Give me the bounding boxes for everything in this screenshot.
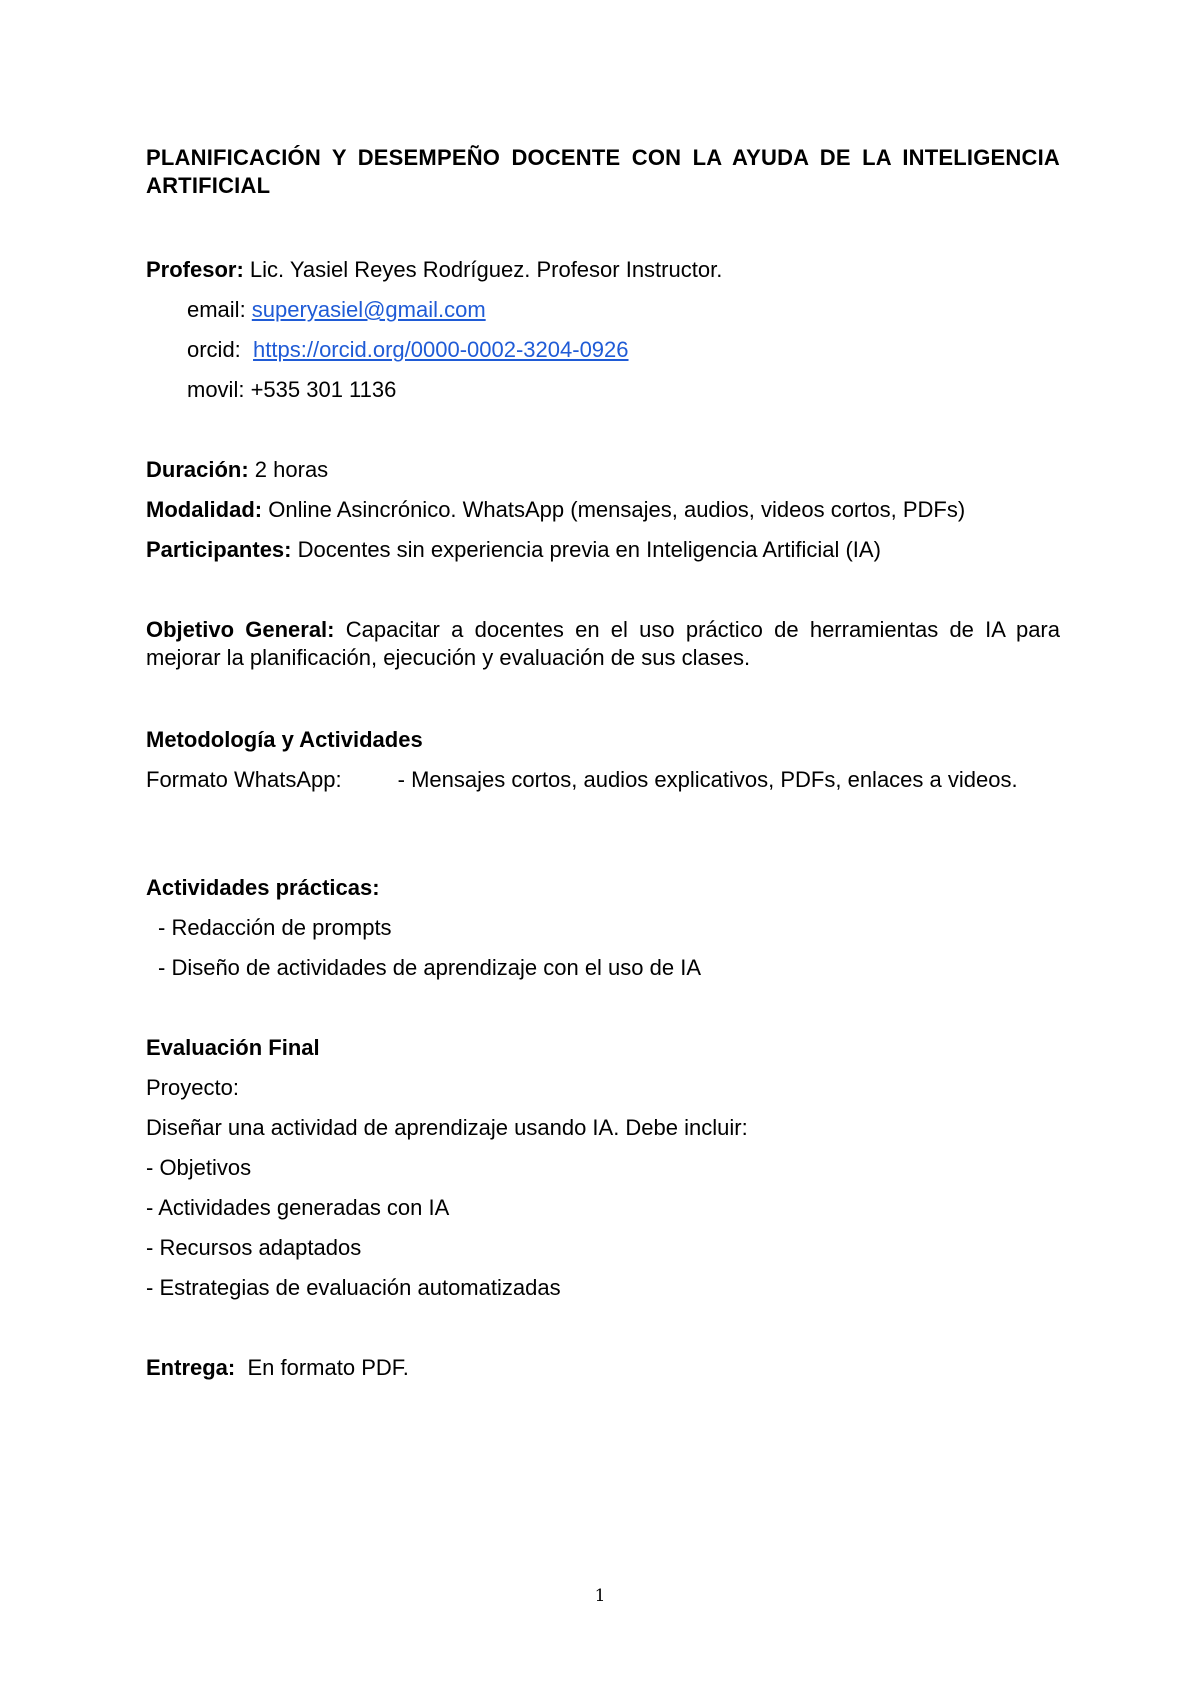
participantes-value: Docentes sin experiencia previa en Inteligencia Artificial (IA) (291, 537, 881, 562)
email-link[interactable]: superyasiel@gmail.com (251, 297, 486, 322)
entrega-label: Entrega: (146, 1355, 236, 1380)
objetivo-paragraph (146, 616, 1060, 672)
email-label: email: (187, 297, 252, 322)
entrega-text: En formato PDF. (235, 1355, 409, 1380)
orcid-line (187, 336, 1101, 364)
objetivo-text: Capacitar a docentes en el uso práctico de herramientas de IA para mejorar la planificación, ejecución y evaluación de sus clases. (146, 617, 1060, 670)
participantes-label: Participantes: (146, 537, 292, 562)
actividades-item: - Diseño de actividades de aprendizaje con el uso de IA (158, 955, 702, 980)
movil-value: +535 301 1136 (250, 377, 397, 402)
profesor-label: Profesor: (146, 257, 244, 282)
formato-text: - Mensajes cortos, audios explicativos, PDFs, enlaces a videos. (397, 767, 1018, 792)
metodologia-heading-text: Metodología y Actividades (146, 727, 423, 752)
evaluacion-item: - Recursos adaptados (146, 1235, 362, 1260)
duracion-line (146, 456, 1060, 484)
profesor-line (146, 256, 1060, 284)
actividades-heading (146, 874, 1060, 902)
formato-paragraph (146, 766, 1060, 794)
orcid-link[interactable]: https://orcid.org/0000-0002-3204-0926 (253, 337, 629, 362)
profesor-value: Lic. Yasiel Reyes Rodríguez. Profesor Instructor. (243, 257, 723, 282)
objetivo-label: Objetivo General: (146, 617, 335, 642)
modalidad-label: Modalidad: (146, 497, 263, 522)
evaluacion-intro: Diseñar una actividad de aprendizaje usando IA. Debe incluir: (146, 1115, 748, 1140)
movil-label: movil: (187, 377, 251, 402)
actividades-heading-text: Actividades prácticas: (146, 875, 380, 900)
actividades-item: - Redacción de prompts (158, 915, 392, 940)
evaluacion-heading (146, 1034, 1060, 1062)
evaluacion-item: - Actividades generadas con IA (146, 1195, 450, 1220)
page-number: 1 (594, 1586, 606, 1606)
email-line (187, 296, 1101, 324)
document-title: PLANIFICACIÓN Y DESEMPEÑO DOCENTE CON LA AYUDA DE LA INTELIGENCIA ARTIFICIAL (146, 145, 1060, 198)
metodologia-heading (146, 726, 1060, 754)
movil-line (187, 376, 1101, 404)
evaluacion-item: - Estrategias de evaluación automatizadas (146, 1275, 561, 1300)
modalidad-value: Online Asincrónico. WhatsApp (mensajes, audios, videos cortos, PDFs) (262, 497, 966, 522)
evaluacion-item: - Objetivos (146, 1155, 252, 1180)
proyecto-label: Proyecto: (146, 1075, 239, 1100)
duracion-label: Duración: (146, 457, 249, 482)
formato-label: Formato WhatsApp: (146, 767, 342, 792)
modalidad-line (146, 496, 1060, 524)
entrega-line (146, 1354, 1060, 1382)
orcid-label: orcid: (187, 337, 254, 362)
participantes-line (146, 536, 1060, 564)
duracion-value: 2 horas (248, 457, 329, 482)
evaluacion-heading-text: Evaluación Final (146, 1035, 320, 1060)
